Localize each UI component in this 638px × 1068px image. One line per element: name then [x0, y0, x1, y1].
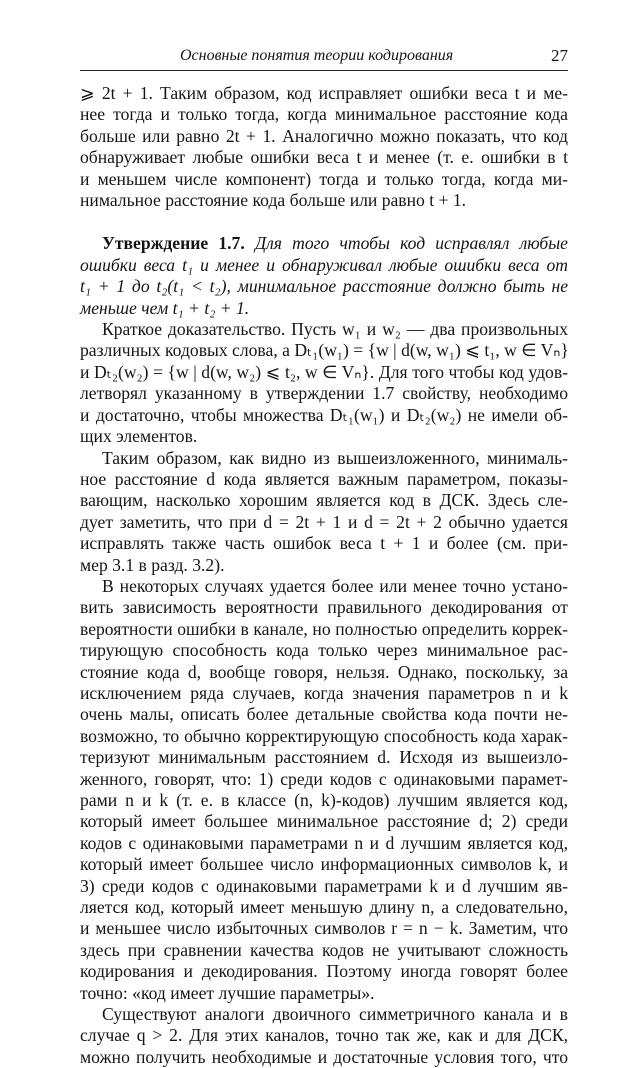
text-line: ошибки веса t₁ и менее и обнаруживал любые ошибки веса от: [80, 254, 568, 275]
text-line: В некоторых случаях удается более или менее точно устано-: [102, 575, 568, 596]
minimum-distance-paragraph: [80, 448, 568, 576]
text-line: Таким образом, как видно из вышеизложенного, минималь-: [102, 447, 568, 468]
code-comparison-paragraph: [80, 576, 568, 1004]
page-body: [80, 83, 568, 1068]
text-line: ляется код, который имеет меньшую длину n, а следовательно,: [80, 897, 568, 918]
text-line: вающим, насколько хорошим является код в ДСК. Здесь сле-: [80, 490, 568, 511]
text-line: обнаруживает любые ошибки веса t и менее (т. е. ошибки в t: [80, 147, 568, 168]
text-line: ное расстояние d кода является важным параметром, показы-: [80, 468, 568, 489]
text-line: исключением ряда случаев, когда значения параметров n и k: [80, 682, 568, 703]
text-line: и меньшем числе компонент) тогда и только тогда, когда ми-: [80, 168, 568, 189]
text-line: ⩾ 2t + 1. Таким образом, код исправляет ошибки веса t и ме-: [80, 83, 568, 103]
running-title: Основные понятия теории кодирования: [180, 47, 454, 64]
text-line: 3) среди кодов с одинаковыми параметрами k и d лучшим яв-: [80, 875, 568, 896]
text-line: летворял указанному в утверждении 1.7 свойству, необходимо: [80, 383, 568, 404]
text-line: нее тогда и только тогда, когда минимальное расстояние кода: [80, 104, 568, 125]
text-line: возможно, то обычно корректирующую способность кода харак-: [80, 725, 568, 746]
text-line: и достаточно, чтобы множества Dₜ₁(w₁) и Dₜ₂(w₂) не имели об-: [80, 404, 568, 425]
text-line: здесь при сравнении качества кодов не учитывают сложность: [80, 939, 568, 960]
text-line: исправлять также часть ошибок веса t + 1 и более (см. при-: [80, 533, 568, 554]
text-line: и меньшее число избыточных символов r = n − k. Заметим, что: [80, 918, 568, 939]
text-line: вить зависимость вероятности правильного декодирования от: [80, 597, 568, 618]
text-line: кодирования и декодирования. Поэтому иногда говорят более: [80, 961, 568, 982]
text-line: очень малы, описать более детальные свойства кода почти не-: [80, 704, 568, 725]
text-line: случае q > 2. Для этих каналов, точно так же, как и для ДСК,: [80, 1025, 568, 1046]
text-line: Краткое доказательство. Пусть w₁ и w₂ — два произвольных: [102, 319, 568, 340]
text-line: кодов с одинаковыми параметрами n и d лучшим является код,: [80, 832, 568, 853]
text-line: различных кодовых слова, а Dₜ₁(w₁) = {w | d(w, w₁) ⩽ t₁, w ∈ Vₙ}: [80, 340, 569, 361]
text-line: щих элементов.: [80, 426, 198, 447]
text-line: точно: «код имеет лучшие параметры».: [80, 982, 375, 1003]
text-line: Существуют аналоги двоичного симметричного канала и в: [102, 1004, 568, 1025]
text-line: t₁ + 1 до t₂(t₁ < t₂), минимальное расстояние должно быть не: [80, 276, 568, 297]
paragraph-gap: [80, 211, 568, 233]
text-line: женного, говорят, что: 1) среди кодов с одинаковыми парамет-: [80, 768, 568, 789]
text-line: тирующую способность кода только через минимальное рас-: [80, 640, 568, 661]
text-line: теризуют минимальным расстоянием d. Исходя из вышеизло-: [80, 747, 568, 768]
text-line: рами n и k (т. е. в классе (n, k)-кодов) лучшим является код,: [80, 790, 568, 810]
text-line: и Dₜ₂(w₂) = {w | d(w, w₂) ⩽ t₂, w ∈ Vₙ}. Для того чтобы код удов-: [80, 361, 568, 382]
statement-text: Для того чтобы код исправлял любые: [254, 233, 568, 254]
proof-paragraph: [80, 319, 568, 447]
text-line: мер 3.1 в разд. 3.2).: [80, 554, 225, 575]
q-ary-channel-paragraph: [80, 1004, 568, 1068]
text-line: который имеет большее число информационных символов k, и: [80, 854, 568, 875]
running-header: [80, 40, 568, 71]
text-line: который имеет большее минимальное расстояние d; 2) среди: [80, 811, 568, 832]
statement-heading: Утверждение 1.7.: [102, 233, 245, 254]
book-page: [80, 40, 568, 1068]
text-line: больше или равно 2t + 1. Аналогично можно показать, что код: [80, 125, 568, 146]
paragraph-continuation: [80, 83, 568, 211]
page-number: 27: [551, 46, 568, 65]
statement-first-line: [80, 233, 568, 254]
text-line: вероятности ошибки в канале, но полностью определить коррек-: [80, 618, 568, 639]
text-line: дует заметить, что при d = 2t + 1 и d = 2t + 2 обычно удается: [80, 511, 568, 532]
text-line: стояние кода d, вообще говоря, нельзя. Однако, поскольку, за: [80, 661, 568, 682]
text-line: нимальное расстояние кода больше или равно t + 1.: [80, 190, 467, 211]
text-line: меньше чем t₁ + t₂ + 1.: [80, 297, 250, 318]
text-line: можно получить необходимые и достаточные условия того, что: [80, 1046, 568, 1067]
statement-1-7: [80, 233, 568, 319]
